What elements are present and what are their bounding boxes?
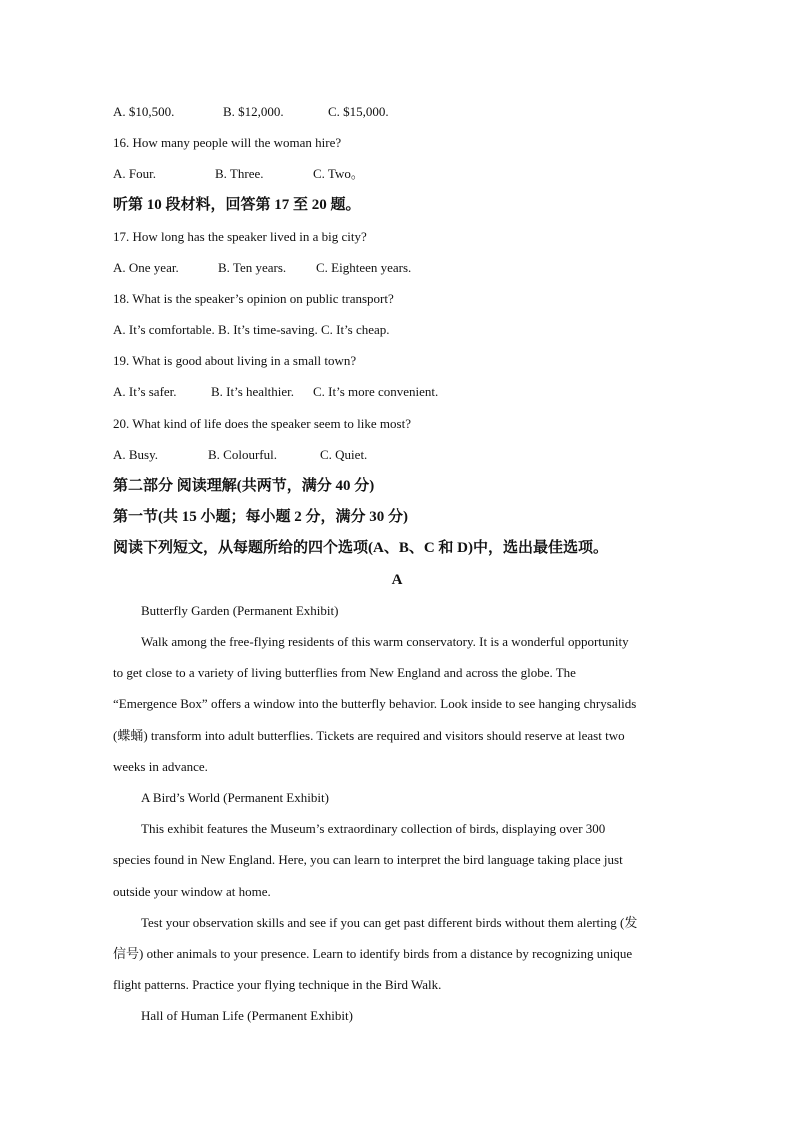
exhibit2-text-line: This exhibit features the Museum’s extraordinary collection of birds, displaying over 300 — [141, 821, 606, 836]
q17-question: 17. How long has the speaker lived in a big city? — [113, 229, 367, 244]
exhibit2-text-line: 信号) other animals to your presence. Learn to identify birds from a distance by recognizing unique — [113, 946, 633, 961]
q17-option-c: C. Eighteen years. — [316, 260, 412, 275]
q17-option-b: B. Ten years. — [218, 260, 287, 275]
q19-option-a: A. It’s safer. — [113, 384, 177, 399]
instructions: 阅读下列短文，从每题所给的四个选项(A、B、C 和 D)中，选出最佳选项。 — [113, 540, 608, 556]
exhibit3-title: Hall of Human Life (Permanent Exhibit) — [141, 1008, 353, 1023]
exhibit2-text-line: flight patterns. Practice your flying technique in the Bird Walk. — [113, 977, 442, 992]
q20-options — [113, 447, 693, 463]
exhibit1-text-line: “Emergence Box” offers a window into the butterfly behavior. Look inside to see hanging chrysalids — [113, 696, 637, 711]
q17-options — [113, 260, 693, 276]
q19-question: 19. What is good about living in a small town? — [113, 353, 357, 368]
q18-question: 18. What is the speaker’s opinion on public transport? — [113, 291, 394, 306]
q18-options: A. It’s comfortable. B. It’s time-saving. C. It’s cheap. — [113, 322, 390, 337]
exhibit1-title: Butterfly Garden (Permanent Exhibit) — [141, 603, 339, 618]
q20-option-c: C. Quiet. — [320, 447, 368, 462]
exhibit2-title: A Bird’s World (Permanent Exhibit) — [141, 790, 329, 805]
q15-option-a: A. $10,500. — [113, 104, 175, 119]
exhibit1-text-line: weeks in advance. — [113, 759, 208, 774]
q16-question: 16. How many people will the woman hire? — [113, 135, 342, 150]
q16-option-a: A. Four. — [113, 166, 156, 181]
section10-heading: 听第 10 段材料，回答第 17 至 20 题。 — [113, 197, 361, 213]
exhibit1-text-line: (蝶蛹) transform into adult butterflies. Tickets are required and visitors should reserve at least two — [113, 728, 625, 743]
q17-option-a: A. One year. — [113, 260, 179, 275]
q20-option-b: B. Colourful. — [208, 447, 277, 462]
exhibit2-text-line: outside your window at home. — [113, 884, 271, 899]
exhibit1-text-line: Walk among the free-flying residents of this warm conservatory. It is a wonderful opportunity — [141, 634, 629, 649]
q19-option-b: B. It’s healthier. — [211, 384, 295, 399]
q16-option-c: C. Two。 — [313, 166, 364, 181]
exhibit2-text-line: species found in New England. Here, you can learn to interpret the bird language taking place just — [113, 852, 623, 867]
q19-options — [113, 384, 693, 400]
q15-option-b: B. $12,000. — [223, 104, 284, 119]
passage-letter: A — [391, 572, 403, 588]
q20-option-a: A. Busy. — [113, 447, 159, 462]
section1-heading: 第一节(共 15 小题；每小题 2 分，满分 30 分) — [113, 509, 408, 525]
q15-options — [113, 104, 693, 120]
q15-option-c: C. $15,000. — [328, 104, 389, 119]
q16-option-b: B. Three. — [215, 166, 264, 181]
exhibit2-text-line: Test your observation skills and see if you can get past different birds without them alerting (发 — [141, 915, 638, 930]
exhibit1-text-line: to get close to a variety of living butterflies from New England and across the globe. The — [113, 665, 576, 680]
q20-question: 20. What kind of life does the speaker seem to like most? — [113, 416, 411, 431]
q16-options — [113, 166, 693, 182]
q19-option-c: C. It’s more convenient. — [313, 384, 439, 399]
part2-heading: 第二部分 阅读理解(共两节，满分 40 分) — [113, 478, 375, 494]
